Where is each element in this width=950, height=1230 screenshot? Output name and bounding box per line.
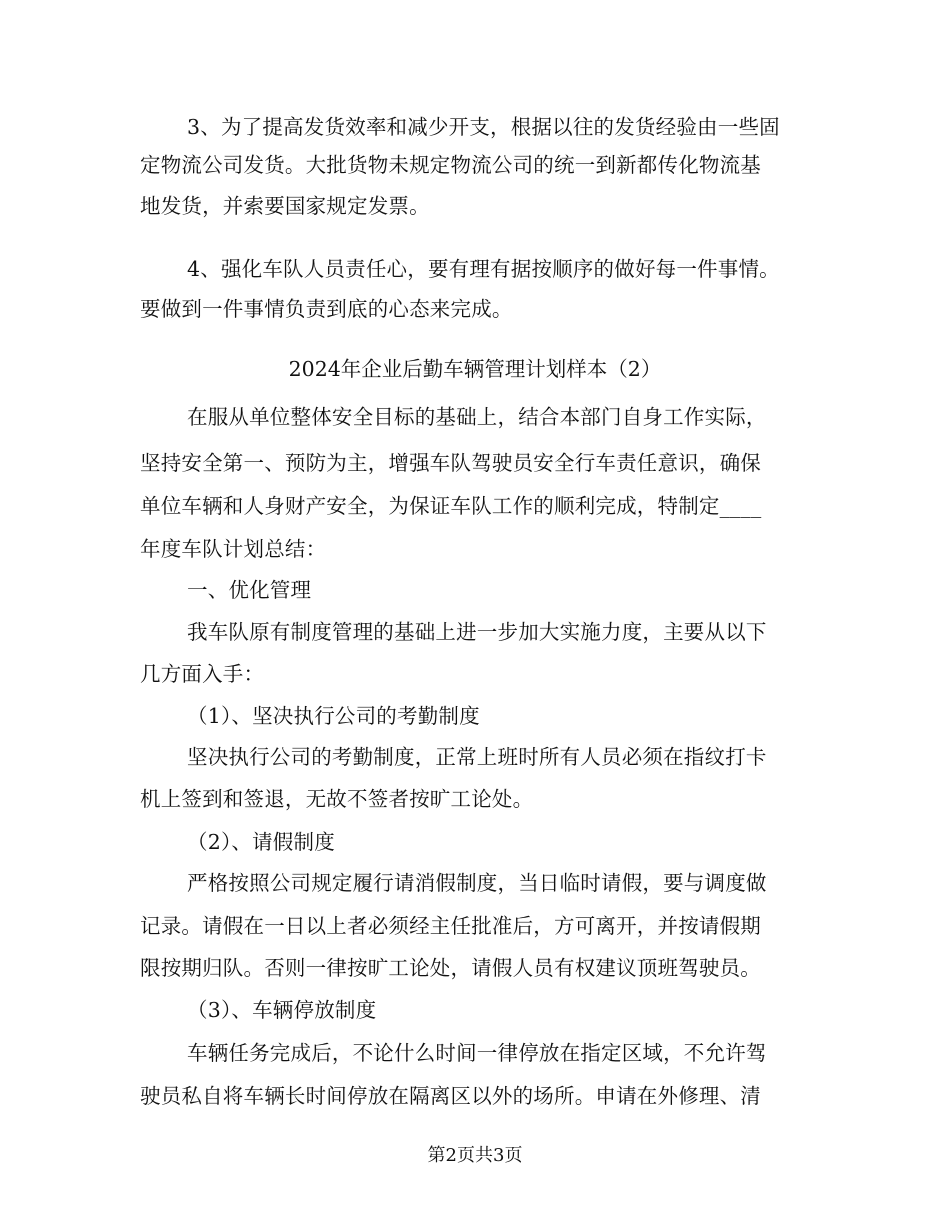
para2-line2: 机上签到和签退，无故不签者按旷工论处。 [140, 787, 534, 811]
heading-optimize-management: 一、优化管理 [187, 578, 312, 602]
paragraph-item3-line1: 3、为了提高发货效率和减少开支，根据以往的发货经验由一些固 [187, 115, 780, 139]
paragraph-item4-line1: 4、强化车队人员责任心，要有理有据按顺序的做好每一件事情。 [187, 257, 780, 281]
intro-line1: 在服从单位整体安全目标的基础上，结合本部门自身工作实际， [187, 405, 767, 429]
para3-line1: 严格按照公司规定履行请消假制度，当日临时请假，要与调度做 [187, 871, 767, 895]
intro-line3: 单位车辆和人身财产安全，为保证车队工作的顺利完成，特制定____ [140, 494, 762, 518]
subheading-parking: （3）、车辆停放制度 [187, 998, 377, 1022]
paragraph-item3-line2: 定物流公司发货。大批货物未规定物流公司的统一到新都传化物流基 [140, 153, 761, 177]
section-title: 2024年企业后勤车辆管理计划样本（2） [288, 357, 662, 381]
intro-line2: 坚持安全第一、预防为主，增强车队驾驶员安全行车责任意识，确保 [140, 451, 761, 475]
subheading-leave: （2）、请假制度 [187, 830, 335, 854]
para1-line1: 我车队原有制度管理的基础上进一步加大实施力度，主要从以下 [187, 620, 767, 644]
para4-line1: 车辆任务完成后，不论什么时间一律停放在指定区域，不允许驾 [187, 1041, 767, 1065]
para3-line2: 记录。请假在一日以上者必须经主任批准后，方可离开，并按请假期 [140, 914, 761, 938]
paragraph-item4-line2: 要做到一件事情负责到底的心态来完成。 [140, 297, 513, 321]
paragraph-item3-line3: 地发货，并索要国家规定发票。 [140, 194, 430, 218]
intro-line4: 年度车队计划总结： [140, 537, 327, 561]
page-footer: 第2页共3页 [427, 1145, 523, 1166]
para3-line3: 限按期归队。否则一律按旷工论处，请假人员有权建议顶班驾驶员。 [140, 956, 761, 980]
para4-line2: 驶员私自将车辆长时间停放在隔离区以外的场所。申请在外修理、清 [140, 1084, 761, 1108]
para2-line1: 坚决执行公司的考勤制度，正常上班时所有人员必须在指纹打卡 [187, 745, 767, 769]
para1-line2: 几方面入手： [140, 662, 265, 686]
subheading-attendance: （1）、坚决执行公司的考勤制度 [187, 704, 480, 728]
